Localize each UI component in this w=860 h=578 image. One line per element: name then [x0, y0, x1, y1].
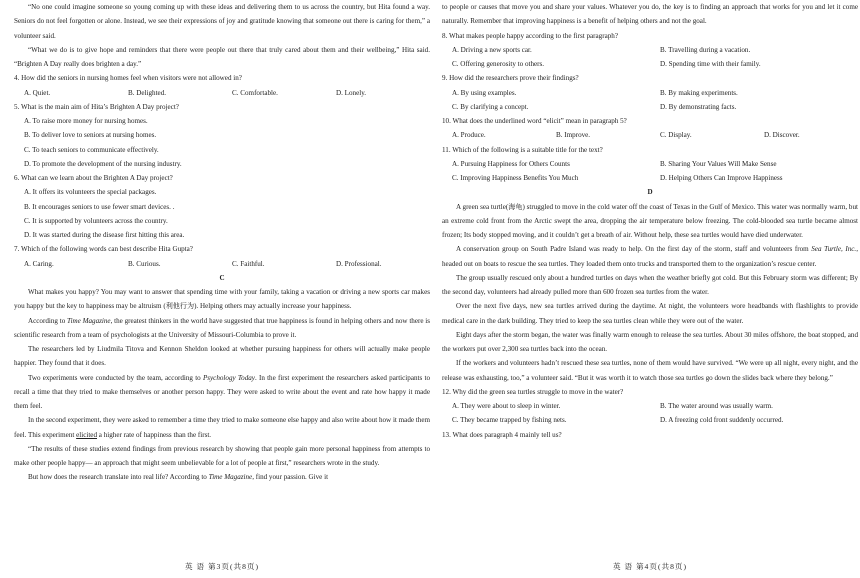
page-footer: 英 语 第4页(共8页): [612, 561, 687, 571]
right-page: [442, 0, 858, 578]
answer-option: A. Quiet.: [24, 88, 51, 97]
passage-c-paragraph: Two experiments were conducted by the team, according to Psychology Today. In the first experiment the researchers asked participants to recall a time that they tried to make themselves or another person happy. They were asked to write about the event and rate how happy it made them feel.: [14, 373, 430, 410]
answer-option: C. Faithful.: [232, 259, 265, 268]
passage-c-paragraph: According to Time Magazine, the greatest thinkers in the world have suggested that true happiness is found in helping others and now there is scientific research from a team of psychologists at the University of Missouri-Columbia to prove it.: [14, 316, 431, 339]
answer-option: D. It was started during the disease first hitting this area.: [24, 231, 185, 239]
answer-options-row: [442, 128, 858, 142]
answer-option: A. They were about to sleep in winter.: [452, 402, 561, 410]
answer-option: C. Comfortable.: [232, 88, 278, 97]
question-stem: 7. Which of the following words can best describe Hita Gupta?: [14, 245, 193, 254]
passage-b-paragraph: “What we do is to give hope and reminders that there were people out there that truly cared about them and their wellbeing,” Hita said. “Brighten A Day really does brighten a day.”: [14, 45, 430, 68]
answer-option: A. Pursuing Happiness for Others Counts: [452, 159, 570, 168]
answer-option: C. Offering generosity to others.: [452, 60, 545, 68]
questions-d: [442, 385, 858, 428]
answer-option: A. Driving a new sports car.: [452, 45, 532, 54]
question-stem: 5. What is the main aim of Hita’s Brighten A Day project?: [14, 102, 179, 111]
question-stem: 6. What can we learn about the Brighten A Day project?: [14, 174, 173, 182]
passage-c-paragraph: The researchers led by Liudmila Titova and Kennon Sheldon looked at whether pursuing happiness for others will actually make people happier. They found that it does.: [14, 345, 430, 368]
answer-option: C. By clarifying a concept.: [452, 102, 529, 111]
answer-option: B. Travelling during a vacation.: [660, 45, 751, 54]
passage-c-paragraph: But how does the research translate into real life? According to Time Magazine, find your passion. Give it: [28, 473, 329, 482]
passage-d-paragraph: Eight days after the storm began, the water was finally warm enough to release the sea turtles. About 30 miles offshore, the boat stopped, and the workers put over 2,300 sea turtles back into the ocean.: [442, 330, 858, 353]
passage-d-paragraph: A conservation group on South Padre Island was ready to help. On the first day of the storm, staff and volunteers from Sea Turtle, Inc., headed out on boats to rescue the sea turtles. They loaded them onto trucks and transported them to the organization’s rescue center.: [442, 245, 858, 268]
passage-d-paragraph: Over the next five days, new sea turtles arrived during the daytime. At night, the volunteers wore headbands with flashlights to provide medical care in the dark building. They tried to keep the sea turtles clean while they were out of the water.: [442, 302, 858, 325]
answer-option: D. Lonely.: [336, 88, 367, 97]
answer-options-row: [442, 57, 858, 71]
passage-d-paragraph: If the workers and volunteers hadn’t rescued these sea turtles, none of them would have survived. “We were up all night, every night, and the release was exhausting, too,” a volunteer said. “But it was worth it to watch those sea turtles go down the slides back where they belong.”: [442, 359, 858, 382]
question-stem: 8. What makes people happy according to the first paragraph?: [442, 31, 618, 40]
passage-c-paragraph: In the second experiment, they were asked to remember a time they tried to make someone else happy and also write about how it made them feel. This experiment elicited a higher rate of happiness than the first.: [14, 416, 430, 439]
answer-options-row: [442, 86, 858, 100]
answer-options-row: [442, 399, 858, 413]
answer-option: B. It encourages seniors to use fewer smart devices. .: [24, 202, 175, 211]
answer-option: C. It is supported by volunteers across the country.: [24, 216, 168, 225]
section-d-heading: D: [647, 188, 653, 197]
answer-options-row: [442, 413, 858, 427]
answer-option: B. Delighted.: [128, 88, 167, 97]
questions-c: [442, 29, 858, 186]
question-stem: 10. What does the underlined word “elicit” mean in paragraph 5?: [442, 117, 627, 125]
answer-options-row: [442, 100, 858, 114]
answer-option: D. A freezing cold front suddenly occurred.: [660, 416, 784, 425]
left-page: [14, 0, 430, 578]
answer-options-row: [442, 171, 858, 185]
question-stem: 12. Why did the green sea turtles struggle to move in the water?: [442, 387, 624, 396]
answer-option: D. Helping Others Can Improve Happiness: [660, 174, 783, 182]
answer-option: A. To raise more money for nursing homes.: [24, 117, 148, 125]
answer-option: A. It offers its volunteers the special packages.: [24, 188, 157, 197]
section-c-heading: C: [219, 273, 225, 282]
passage-c-paragraph: to people or causes that move you and share your values. Whatever you do, the key is to finding an approach that works for you and let it come naturally. Remember that improving happiness is a benefit of helping others and not the goal.: [442, 3, 858, 26]
answer-option: D. To promote the development of the nursing industry.: [24, 159, 182, 168]
answer-option: A. By using examples.: [452, 88, 517, 97]
answer-option: A. Caring.: [24, 259, 54, 268]
passage-d-paragraph: The group usually rescued only about a hundred turtles on days when the weather briefly got cold. But this February storm was different; By the second day, volunteers had already pulled more than 600 frozen sea turtles from the water.: [442, 273, 858, 296]
answer-option: C. They became trapped by fishing nets.: [452, 416, 567, 425]
answer-option: B. Curious.: [128, 259, 161, 268]
answer-option: B. To deliver love to seniors at nursing homes.: [24, 131, 157, 140]
passage-d-paragraph: A green sea turtle(海龟) struggled to move in the cold water off the coast of Texas in the Gulf of Mexico. This water was normally warm, but an extreme cold front from the Arctic swept the area, dropping the air temperature below freezing. The cold-blooded sea turtle became almost frozen; Its body stopped moving, and it couldn’t get a breath of air. Without help, these sea turtles would have died underwater.: [442, 202, 858, 239]
questions-b: [14, 71, 430, 271]
answer-options-row: [14, 257, 430, 271]
answer-option: C. To teach seniors to communicate effectively.: [24, 145, 159, 154]
answer-option: D. Discover.: [764, 131, 800, 140]
answer-option: D. Spending time with their family.: [660, 60, 761, 68]
answer-options-row: [14, 86, 430, 100]
answer-option: C. Improving Happiness Benefits You Much: [452, 174, 579, 182]
question-stem: 4. How did the seniors in nursing homes feel when visitors were not allowed in?: [14, 74, 242, 83]
answer-option: B. By making experiments.: [660, 88, 738, 97]
answer-option: A. Produce.: [452, 131, 486, 140]
question-stem: 13. What does paragraph 4 mainly tell us?: [442, 430, 562, 439]
answer-options-row: [442, 157, 858, 171]
page-footer: 英 语 第3页(共8页): [184, 561, 259, 571]
answer-options-row: [442, 43, 858, 57]
answer-option: D. Professional.: [336, 259, 382, 268]
answer-option: B. The water around was usually warm.: [660, 402, 773, 410]
passage-c-paragraph: “The results of these studies extend findings from previous research by showing that people gain more personal happiness from attempts to make other people happy— an approach that might seem unbelievable for a lot of people at first,” researchers wrote in the study.: [14, 444, 430, 467]
answer-option: B. Sharing Your Values Will Make Sense: [660, 159, 777, 168]
passage-b-paragraph: “No one could imagine someone so young coming up with these ideas and delivering them to us across the country, but Hita found a way. Seniors do not feel forgotten or alone. Instead, we see their expressions of joy and gratitude knowing that someone out there is caring for them,” a volunteer said.: [14, 3, 430, 40]
answer-option: D. By demonstrating facts.: [660, 102, 737, 111]
passage-c-paragraph: What makes you happy? You may want to answer that spending time with your family, taking a vacation or driving a new sports car makes you happy but the key to happiness may be altruism (利他行为). Helping others may actually increase your happiness.: [14, 288, 430, 311]
answer-option: C. Display.: [660, 131, 692, 140]
answer-option: B. Improve.: [556, 131, 591, 140]
question-stem: 9. How did the researchers prove their findings?: [442, 74, 579, 83]
question-stem: 11. Which of the following is a suitable title for the text?: [442, 145, 603, 154]
